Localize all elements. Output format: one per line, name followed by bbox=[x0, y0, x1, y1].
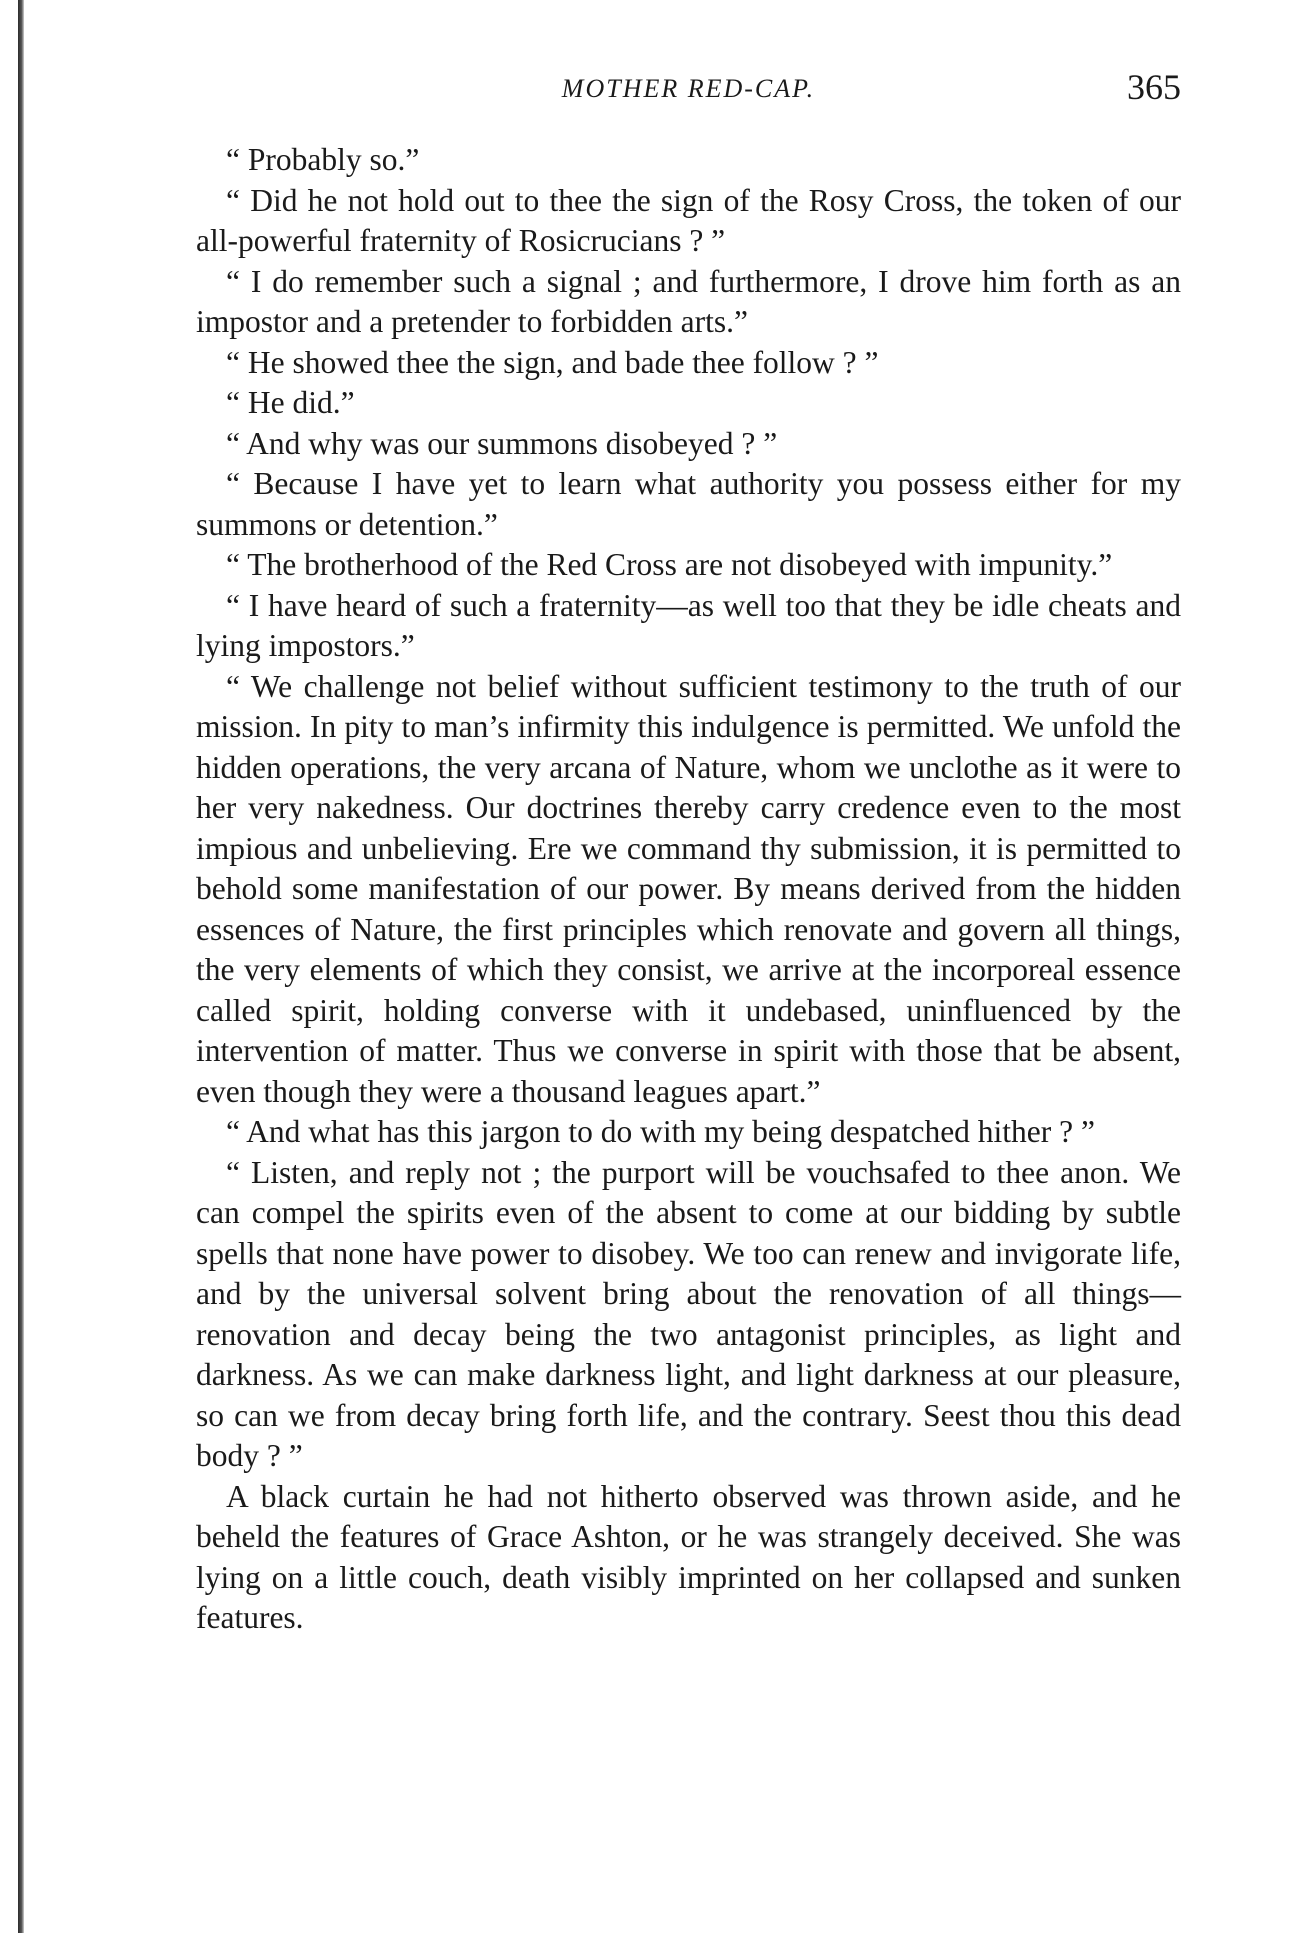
paragraph: “ I have heard of such a fraternity—as well too that they be idle cheats and lying impostors.” bbox=[196, 587, 1181, 663]
paragraph: “ And why was our summons disobeyed ? ” bbox=[226, 425, 778, 461]
paragraph: “ I do remember such a signal ; and furthermore, I drove him forth as an impostor and a pretender to forbidden arts.” bbox=[196, 263, 1181, 339]
running-title: MOTHER RED-CAP. bbox=[561, 74, 816, 103]
paragraph: “ Did he not hold out to thee the sign of the Rosy Cross, the token of our all-powerful fraternity of Rosicrucians ? ” bbox=[196, 182, 1181, 258]
paragraph: “ He showed thee the sign, and bade thee follow ? ” bbox=[226, 344, 879, 380]
paragraph: “ Listen, and reply not ; the purport will be vouchsafed to thee anon. We can compel the spirits even of the absent to come at our bidding by subtle spells that none have power to disobey. We too can renew and invigorate life, and by the universal solvent bring about the renovation of all things—renovation and decay being the two antagonist principles, as light and darkness. As we can make darkness light, and light darkness at our pleasure, so can we from decay bring forth life, and the contrary. Seest thou this dead body ? ” bbox=[196, 1154, 1181, 1473]
binding-edge bbox=[18, 0, 24, 1933]
paragraph: A black curtain he had not hitherto observed was thrown aside, and he beheld the features of Grace Ashton, or he was strangely deceived. She was lying on a little couch, death visibly imprinted on her collapsed and sunken features. bbox=[196, 1478, 1181, 1635]
paragraph: “ Because I have yet to learn what authority you possess either for my summons or detention.” bbox=[196, 466, 1181, 542]
page-header bbox=[196, 64, 1181, 124]
page-number: 365 bbox=[1127, 67, 1181, 107]
paragraph: “ The brotherhood of the Red Cross are not disobeyed with impunity.” bbox=[226, 547, 1113, 582]
paragraph: “ He did.” bbox=[226, 385, 355, 420]
body-text bbox=[196, 140, 1181, 1639]
paragraph: “ Probably so.” bbox=[226, 142, 420, 177]
paragraph: “ And what has this jargon to do with my being despatched hither ? ” bbox=[226, 1114, 1095, 1149]
paragraph: “ We challenge not belief without sufficient testimony to the truth of our mission. In pity to man’s infirmity this indulgence is permitted. We unfold the hidden operations, the very arcana of Nature, whom we unclothe as it were to her very nakedness. Our doctrines thereby carry credence even to the most impious and unbelieving. Ere we command thy submission, it is permitted to behold some manifestation of our power. By means derived from the hidden essences of Nature, the first principles which renovate and govern all things, the very elements of which they consist, we arrive at the incorporeal essence called spirit, holding converse with it undebased, uninfluenced by the intervention of matter. Thus we converse in spirit with those that be absent, even though they were a thousand leagues apart.” bbox=[196, 668, 1181, 1109]
